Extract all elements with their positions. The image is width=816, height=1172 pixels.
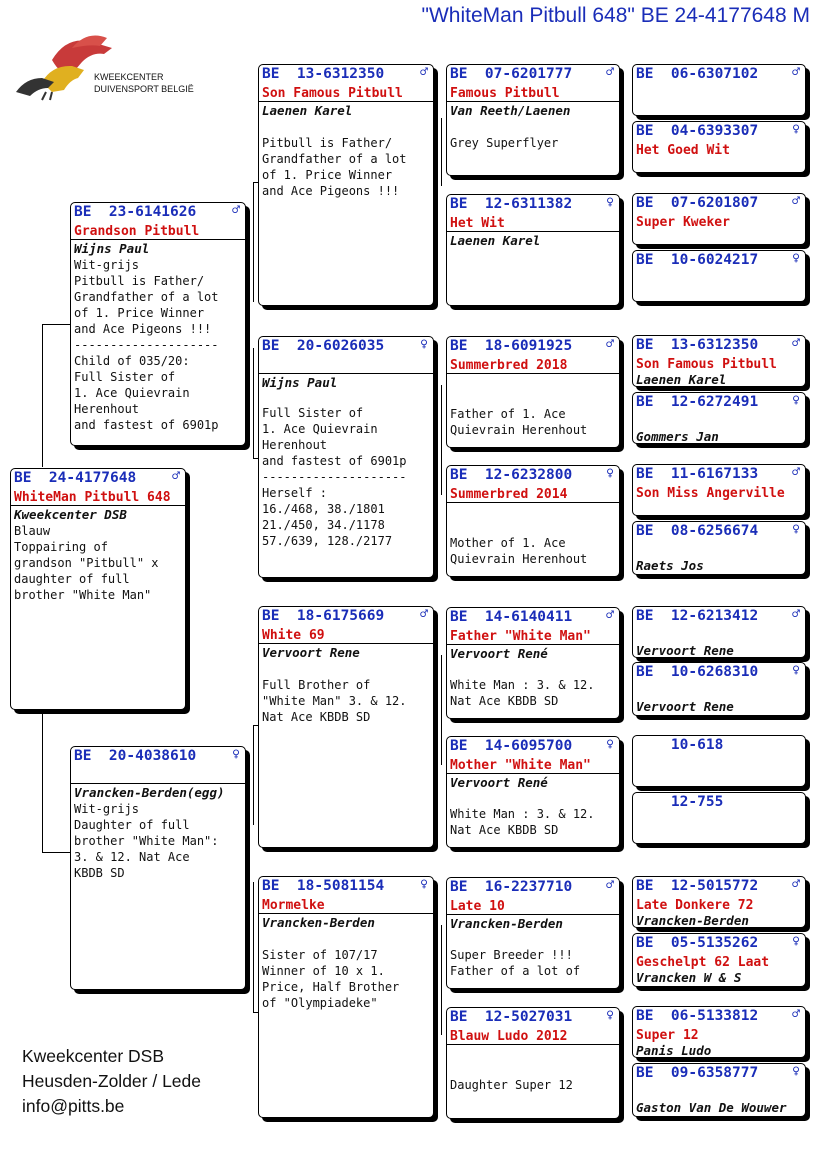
bird-name: Son Famous Pitbull [262,86,403,101]
gen4-card-4[interactable] [632,250,806,302]
ring-number: BE 20-4038610 [74,748,197,764]
owner: Laenen Karel [262,103,353,118]
female-icon: ♀ [606,195,614,210]
male-icon: ♂ [606,878,614,893]
bird-name: Famous Pitbull [450,86,560,101]
owner: Kweekcenter DSB [14,507,127,522]
description: Full Brother of "White Man" 3. & 12. Nat Ace KBDB SD [262,678,407,724]
ring-number: BE 18-6175669 [262,608,385,624]
ring-number: BE 20-6026035 [262,338,385,354]
male-icon: ♂ [606,608,614,623]
male-icon: ♂ [606,65,614,80]
logo-line2: DUIVENSPORT BELGIË [94,84,194,94]
owner: Laenen Karel [450,233,541,248]
male-icon: ♂ [420,65,428,80]
owner: Raets Jos [636,558,704,573]
bird-name: Late 10 [450,899,505,914]
ssd-card[interactable] [446,194,620,306]
owner: Laenen Karel [636,372,727,387]
ring-number: BE 14-6140411 [450,609,573,625]
dsd-card[interactable] [446,736,620,848]
ring-number: BE 18-6091925 [450,338,573,354]
ring-number: BE 11-6167133 [636,466,759,482]
gen4-card-3[interactable] [632,193,806,245]
gen4-card-16[interactable] [632,1063,806,1117]
logo-line1: KWEEKCENTER [94,72,164,82]
gen4-card-8[interactable] [632,521,806,575]
bird-name: Het Goed Wit [636,143,730,158]
female-icon: ♀ [792,663,800,678]
owner: Vervoort Rene [262,645,360,660]
ring-number: BE 07-6201777 [450,66,573,82]
description: Father of 1. Ace Quievrain Herenhout [450,407,588,437]
male-icon: ♂ [172,469,180,484]
ring-number: 10-618 [636,737,724,753]
bird-name: Summerbred 2018 [450,358,568,373]
owner: Van Reeth/Laenen [450,103,571,118]
owner: Wijns Paul [262,375,338,390]
gen4-card-1[interactable] [632,64,806,116]
ring-number: BE 13-6312350 [262,66,385,82]
ring-number: BE 16-2237710 [450,879,573,895]
female-icon: ♀ [420,337,428,352]
ring-number: BE 07-6201807 [636,195,759,211]
ring-number: BE 13-6312350 [636,337,759,353]
bird-name: Summerbred 2014 [450,487,568,502]
male-icon: ♂ [792,336,800,351]
ring-number: BE 12-6311382 [450,196,573,212]
female-icon: ♀ [606,737,614,752]
sire-dam-card[interactable] [258,336,434,578]
owner: Vrancken-Berden [262,915,375,930]
description: Grey Superflyer [450,136,559,150]
bird-name: Mormelke [262,898,325,913]
owner: Vervoort René [450,646,548,661]
male-icon: ♂ [792,877,800,892]
female-icon: ♀ [792,122,800,137]
ring-number: BE 12-6232800 [450,467,573,483]
bird-name: White 69 [262,628,325,643]
description: Super Breeder !!! Father of a lot of [450,948,581,978]
gen4-card-7[interactable] [632,464,806,516]
owner: Vrancken-Berden(egg) [74,785,225,800]
bird-name: Mother "White Man" [450,758,591,773]
male-icon: ♂ [792,607,800,622]
bird-name: Son Miss Angerville [636,486,785,501]
owner: Vervoort Rene [636,699,734,714]
gen4-card-14[interactable] [632,933,806,987]
gen4-card-13[interactable] [632,876,806,928]
ring-number: BE 09-6358777 [636,1065,759,1081]
pedigree-title: "WhiteMan Pitbull 648" BE 24-4177648 M [421,4,810,27]
gen4-card-9[interactable] [632,606,806,658]
ring-number: BE 24-4177648 [14,470,137,486]
gen4-card-15[interactable] [632,1006,806,1058]
description: Sister of 107/17 Winner of 10 x 1. Price, Half Brother of "Olympiadeke" [262,948,400,1010]
ring-number: BE 10-6024217 [636,252,759,268]
footer-company: Kweekcenter DSB [22,1046,165,1066]
ring-number: BE 04-6393307 [636,123,759,139]
female-icon: ♀ [792,522,800,537]
gen4-card-10[interactable] [632,662,806,716]
owner: Wijns Paul [74,241,150,256]
ring-number: BE 14-6095700 [450,738,573,754]
bird-name: Late Donkere 72 [636,898,754,913]
owner: Gommers Jan [636,429,719,444]
footer-contact [22,1044,201,1119]
owner: Vrancken-Berden [636,913,749,928]
ddd-card[interactable] [446,1007,620,1119]
ring-number: BE 12-5015772 [636,878,759,894]
description: Wit-grijs Pitbull is Father/ Grandfather of a lot of 1. Price Winner and Ace Pigeons !!! -------------------- Child of 035/20: Full Sister of 1. Ace Quievrain Herenhout and fastest of 6901p [74,258,219,432]
male-icon: ♂ [420,607,428,622]
subject-card[interactable] [10,468,186,710]
description: Blauw Toppairing of grandson "Pitbull" x daughter of full brother "White Man" [14,524,159,602]
description: Wit-grijs Daughter of full brother "White Man": 3. & 12. Nat Ace KBDB SD [74,802,219,880]
male-icon: ♂ [792,65,800,80]
dds-card[interactable] [446,877,620,989]
ring-number: BE 08-6256674 [636,523,759,539]
ring-number: BE 10-6268310 [636,664,759,680]
male-icon: ♂ [606,337,614,352]
ring-number: BE 18-5081154 [262,878,385,894]
bird-name: Blauw Ludo 2012 [450,1029,568,1044]
female-icon: ♀ [792,251,800,266]
footer-location: Heusden-Zolder / Lede [22,1071,201,1091]
female-icon: ♀ [792,393,800,408]
dam-card[interactable] [70,746,246,990]
ring-number: BE 06-5133812 [636,1008,759,1024]
female-icon: ♀ [606,466,614,481]
footer-email[interactable]: info@pitts.be [22,1096,125,1116]
bird-name: Grandson Pitbull [74,224,200,239]
bird-name: WhiteMan Pitbull 648 [14,490,171,505]
gen4-card-12[interactable] [632,792,806,844]
ring-number: BE 12-6213412 [636,608,759,624]
gen4-card-6[interactable] [632,392,806,444]
kweekcenter-logo [12,30,194,105]
bird-name: Het Wit [450,216,505,231]
description: Mother of 1. Ace Quievrain Herenhout [450,536,588,566]
description: Pitbull is Father/ Grandfather of a lot of 1. Price Winner and Ace Pigeons !!! [262,136,407,198]
owner: Vrancken-Berden [450,916,563,931]
bird-name: Super Kweker [636,215,730,230]
dss-card[interactable] [446,607,620,719]
male-icon: ♂ [792,465,800,480]
sire-sire-card[interactable] [258,64,434,306]
sire-card[interactable] [70,202,246,446]
description: White Man : 3. & 12. Nat Ace KBDB SD [450,807,595,837]
male-icon: ♂ [232,203,240,218]
ring-number: BE 12-5027031 [450,1009,573,1025]
gen4-card-11[interactable] [632,735,806,787]
owner: Vrancken W & S [636,970,742,985]
male-icon: ♂ [792,1007,800,1022]
bird-name: Geschelpt 62 Laat [636,955,770,970]
description: Daughter Super 12 [450,1078,573,1092]
gen4-card-5[interactable] [632,335,806,387]
owner: Vervoort Rene [636,643,734,658]
ring-number: BE 12-6272491 [636,394,759,410]
male-icon: ♂ [792,194,800,209]
sds-card[interactable] [446,336,620,448]
bird-name: Father "White Man" [450,629,591,644]
female-icon: ♀ [420,877,428,892]
ring-number: BE 05-5135262 [636,935,759,951]
dam-dam-card[interactable] [258,876,434,1118]
bird-name: Son Famous Pitbull [636,357,777,372]
ring-number: 12-755 [636,794,724,810]
female-icon: ♀ [606,1008,614,1023]
female-icon: ♀ [232,747,240,762]
ring-number: BE 23-6141626 [74,204,197,220]
owner: Gaston Van De Wouwer [636,1100,787,1115]
bird-name: Super 12 [636,1028,699,1043]
female-icon: ♀ [792,934,800,949]
gen4-card-2[interactable] [632,121,806,173]
sss-card[interactable] [446,64,620,176]
female-icon: ♀ [792,1064,800,1079]
description: White Man : 3. & 12. Nat Ace KBDB SD [450,678,595,708]
description: Full Sister of 1. Ace Quievrain Herenhout and fastest of 6901p -------------------- Herself : 16./468, 38./1801 21./450, 34./1178 57./639, 128./2177 [262,406,407,548]
sdd-card[interactable] [446,465,620,577]
dam-sire-card[interactable] [258,606,434,848]
owner: Panis Ludo [636,1043,712,1058]
ring-number: BE 06-6307102 [636,66,759,82]
owner: Vervoort René [450,775,548,790]
